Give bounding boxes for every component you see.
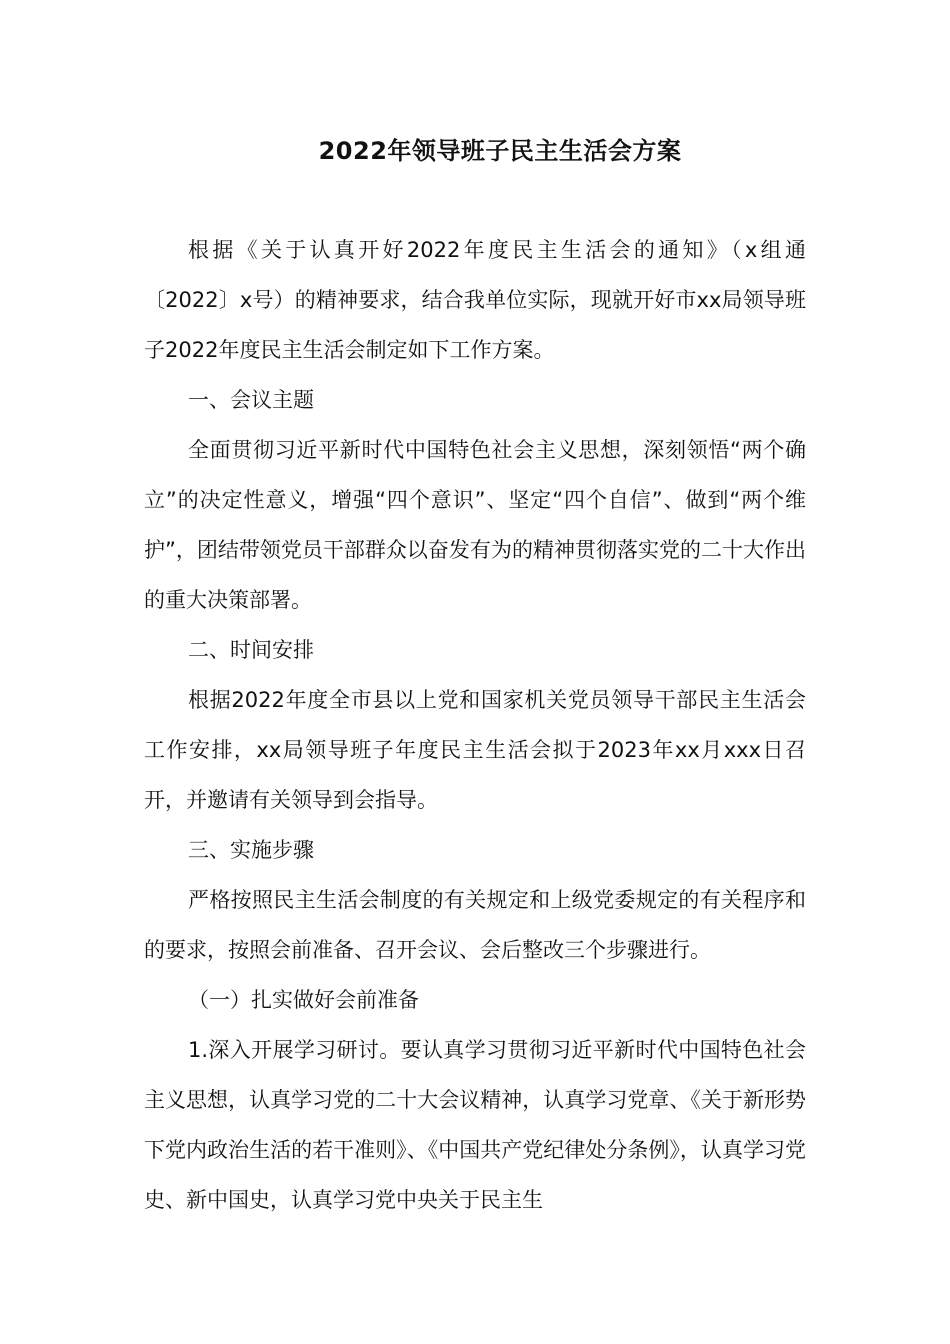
paragraph-steps: 严格按照民主生活会制度的有关规定和上级党委规定的有关程序和的要求，按照会前准备、召开会议、会后整改三个步骤进行。: [144, 888, 806, 962]
document-title: 2022年领导班子民主生活会方案: [318, 137, 682, 165]
heading-steps: 三、实施步骤: [188, 838, 314, 862]
paragraph-study: 1.深入开展学习研讨。要认真学习贯彻习近平新时代中国特色社会主义思想，认真学习党的二十大会议精神，认真学习党章、《关于新形势下党内政治生活的若干准则》、《中国共产党纪律处分条例》，认真学习党史、新中国史，认真学习党中央关于民主生: [144, 1038, 806, 1212]
heading-meeting-theme: 一、会议主题: [188, 388, 314, 412]
paragraph-intro: 根据《关于认真开好2022年度民主生活会的通知》（x组通〔2022〕x号）的精神要求，结合我单位实际，现就开好市xx局领导班子2022年度民主生活会制定如下工作方案。: [144, 238, 806, 362]
document-body: [144, 225, 806, 1225]
paragraph-theme: 全面贯彻习近平新时代中国特色社会主义思想，深刻领悟“两个确立”的决定性意义，增强“四个意识”、坚定“四个自信”、做到“两个维护”，团结带领党员干部群众以奋发有为的精神贯彻落实党的二十大作出的重大决策部署。: [144, 438, 806, 612]
heading-schedule: 二、时间安排: [188, 638, 314, 662]
paragraph-schedule: 根据2022年度全市县以上党和国家机关党员领导干部民主生活会工作安排，xx局领导班子年度民主生活会拟于2023年xx月xxx日召开，并邀请有关领导到会指导。: [144, 688, 806, 812]
subheading-preparation: （一）扎实做好会前准备: [188, 988, 419, 1012]
